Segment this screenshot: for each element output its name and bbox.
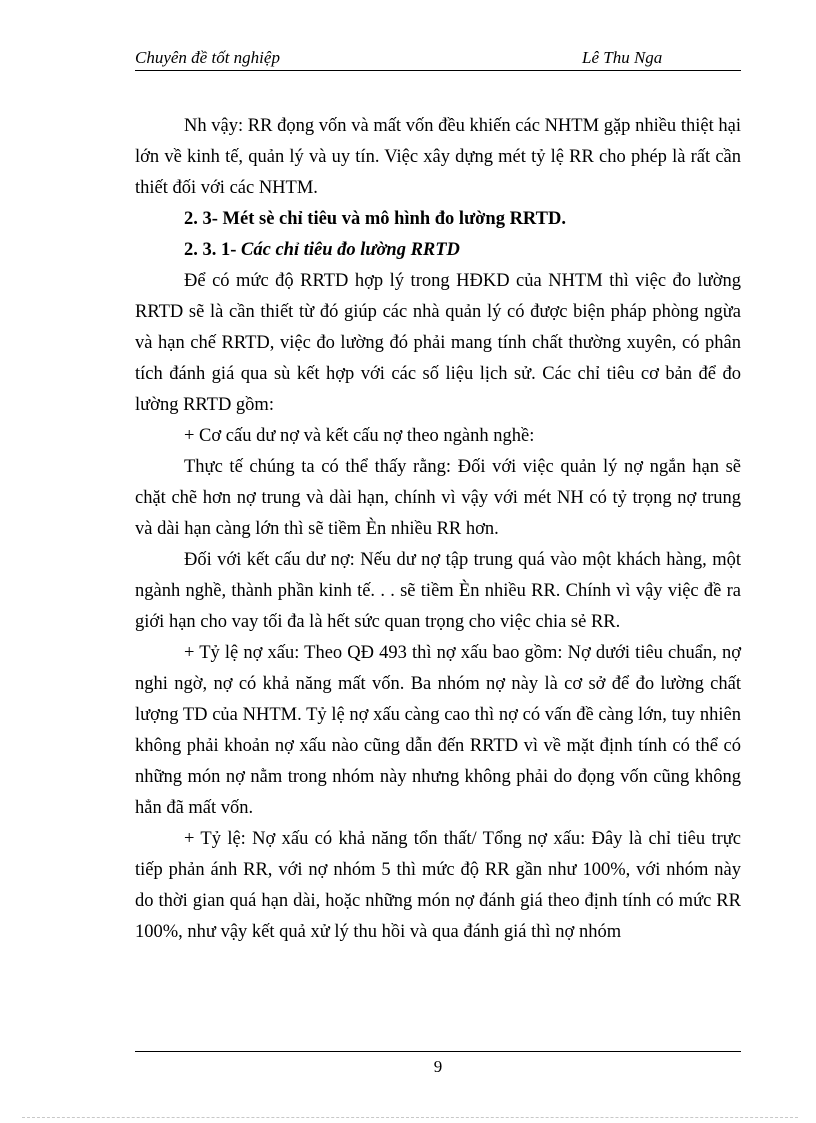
header-title: Chuyên đề tốt nghiệp <box>135 48 280 67</box>
paragraph: Để có mức độ RRTD hợp lý trong HĐKD của NHTM thì việc đo lường RRTD sẽ là cần thiết từ đó giúp các nhà quản lý có được biện pháp phòng ngừa và hạn chế RRTD, việc đo lường đó phải mang tính chất thường xuyên, có phân tích đánh giá qua sù kết hợp với các số liệu lịch sử. Các chỉ tiêu cơ bản để đo lường RRTD gồm: <box>135 271 741 415</box>
page-break-line <box>22 1117 798 1118</box>
section-heading: 2. 3- Mét sè chỉ tiêu và mô hình đo lường RRTD. <box>184 209 566 229</box>
footer-rule <box>135 1051 741 1052</box>
subsection-number: 2. 3. 1- <box>184 240 237 260</box>
page-header <box>135 48 741 71</box>
paragraph: + Tỷ lệ: Nợ xấu có khả năng tổn thất/ Tổng nợ xấu: Đây là chỉ tiêu trực tiếp phản ánh RR, với nợ nhóm 5 thì mức độ RR gần như 100%, với nhóm này do thời gian quá hạn dài, hoặc những món nợ đánh giá theo định tính có mức RR 100%, như vậy kết quả xử lý thu hồi và qua đánh giá thì nợ nhóm <box>135 829 741 942</box>
paragraph: Thực tế chúng ta có thể thấy rằng: Đối với việc quản lý nợ ngắn hạn sẽ chặt chẽ hơn nợ trung và dài hạn, chính vì vậy với mét NH có tỷ trọng nợ trung và dài hạn càng lớn thì sẽ tiềm Èn nhiều RR hơn. <box>135 457 741 539</box>
paragraph: Nh vậy: RR đọng vốn và mất vốn đều khiến các NHTM gặp nhiều thiệt hại lớn về kinh tế, quản lý và uy tín. Việc xây dựng mét tỷ lệ RR cho phép là rất cần thiết đối với các NHTM. <box>135 116 741 198</box>
page-number: 9 <box>433 1057 443 1076</box>
paragraph: + Cơ cấu dư nợ và kết cấu nợ theo ngành nghề: <box>184 426 535 446</box>
paragraph: + Tỷ lệ nợ xấu: Theo QĐ 493 thì nợ xấu bao gồm: Nợ dưới tiêu chuẩn, nợ nghi ngờ, nợ có khả năng mất vốn. Ba nhóm nợ này là cơ sở để đo lường chất lượng TD của NHTM. Tỷ lệ nợ xấu càng cao thì nợ có vấn đề càng lớn, tuy nhiên không phải khoản nợ xấu nào cũng dẫn đến RRTD vì về mặt định tính có thể có những món nợ nằm trong nhóm này nhưng không phải do đọng vốn cũng không hẳn đã mất vốn. <box>135 643 741 818</box>
header-author: Lê Thu Nga <box>582 48 663 67</box>
page-body <box>135 111 741 948</box>
subsection-title: Các chỉ tiêu đo lường RRTD <box>241 240 460 260</box>
paragraph: Đối với kết cấu dư nợ: Nếu dư nợ tập trung quá vào một khách hàng, một ngành nghề, thành phần kinh tế. . . sẽ tiềm Èn nhiều RR. Chính vì vậy việc đề ra giới hạn cho vay tối đa là hết sức quan trọng cho việc chia sẻ RR. <box>135 550 741 632</box>
subsection-heading <box>135 235 741 266</box>
